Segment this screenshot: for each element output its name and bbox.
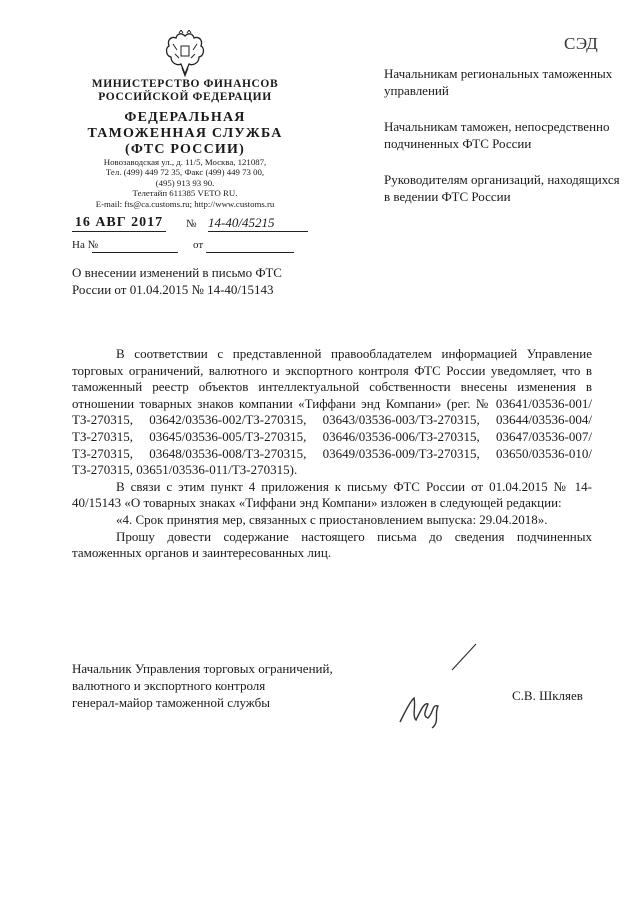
coat-of-arms-emblem [163, 30, 207, 78]
email-web: E-mail: fts@ca.customs.ru; http://www.customs.ru [95, 198, 275, 209]
contact-block [62, 157, 308, 209]
service-line-1: ФЕДЕРАЛЬНАЯ [124, 110, 246, 125]
teletype: Телетайп 611385 VETO RU. [132, 188, 238, 199]
body-paragraph-4: Прошу довести содержание настоящего письма до сведения подчиненных таможенных органов и заинтересованных лиц. [72, 528, 592, 561]
letter-body [72, 346, 592, 562]
reference-blank [92, 239, 178, 253]
registration-date: 16 АВГ 2017 [72, 215, 166, 232]
ministry-line-1: МИНИСТЕРСТВО ФИНАНСОВ [91, 78, 279, 90]
ministry-line-2: РОССИЙСКОЙ ФЕДЕРАЦИИ [98, 91, 272, 103]
signatory-title-line-3: генерал-майор таможенной службы [72, 695, 270, 710]
letter-subject: О внесении изменений в письмо ФТС России от 01.04.2015 № 14-40/15143 [72, 265, 282, 297]
ministry-name [62, 78, 308, 104]
reference-label: На № [72, 239, 99, 251]
handwritten-signature [380, 640, 500, 740]
phone-2: (495) 913 93 90. [155, 177, 215, 188]
signatory-title [72, 660, 392, 711]
signatory-title-line-1: Начальник Управления торговых ограничений, [72, 661, 333, 676]
recipient-3: Руководителям организаций, находящихся в ведении ФТС России [384, 172, 620, 204]
from-blank [206, 239, 294, 253]
recipient-2: Начальникам таможен, непосредственно подчиненных ФТС России [384, 119, 610, 151]
registration-number: 14-40/45215 [208, 215, 308, 232]
sed-stamp: СЭД [564, 34, 599, 53]
from-label: от [193, 239, 204, 251]
service-line-3: (ФТС РОССИИ) [125, 142, 245, 157]
recipients-block [384, 65, 624, 224]
recipient-1: Начальникам региональных таможенных управлений [384, 66, 613, 98]
registration-number-label: № [186, 218, 197, 230]
service-name [62, 110, 308, 158]
body-paragraph-3: «4. Срок принятия мер, связанных с приостановлением выпуска: 29.04.2018». [116, 511, 548, 527]
signatory-name: С.В. Шкляев [512, 688, 583, 703]
phone-fax: Тел. (499) 449 72 35, Факс (499) 449 73 00, [105, 167, 265, 178]
body-paragraph-1: В соответствии с представленной правообладателем информацией Управление торговых ограничений, валютного и экспортного контроля ФТС России уведомляет, что в таможенный реестр объектов интеллектуальной собственности внесены изменения в отношении товарных знаков компании «Тиффани энд Компани» (рег. № 03641/03536-001/ТЗ-270315, 03642/03536-002/ТЗ-270315, 03643/03536-003/ТЗ-270315, 03644/03536-004/ТЗ-270315, 03645/03536-005/ТЗ-270315, 03646/03536-006/ТЗ-270315, 03647/03536-007/ТЗ-270315, 03648/03536-008/ТЗ-270315, 03649/03536-009/ТЗ-270315, 03650/03536-010/ТЗ-270315, 03651/03536-011/ТЗ-270315). [72, 346, 592, 478]
signatory-title-line-2: валютного и экспортного контроля [72, 678, 266, 693]
address: Новозаводская ул., д. 11/5, Москва, 121087, [103, 157, 267, 167]
service-line-2: ТАМОЖЕННАЯ СЛУЖБА [87, 126, 283, 141]
body-paragraph-2: В связи с этим пункт 4 приложения к письму ФТС России от 01.04.2015 № 14-40/15143 «О товарных знаках «Тиффани энд Компани» изложен в следующей редакции: [72, 478, 592, 511]
